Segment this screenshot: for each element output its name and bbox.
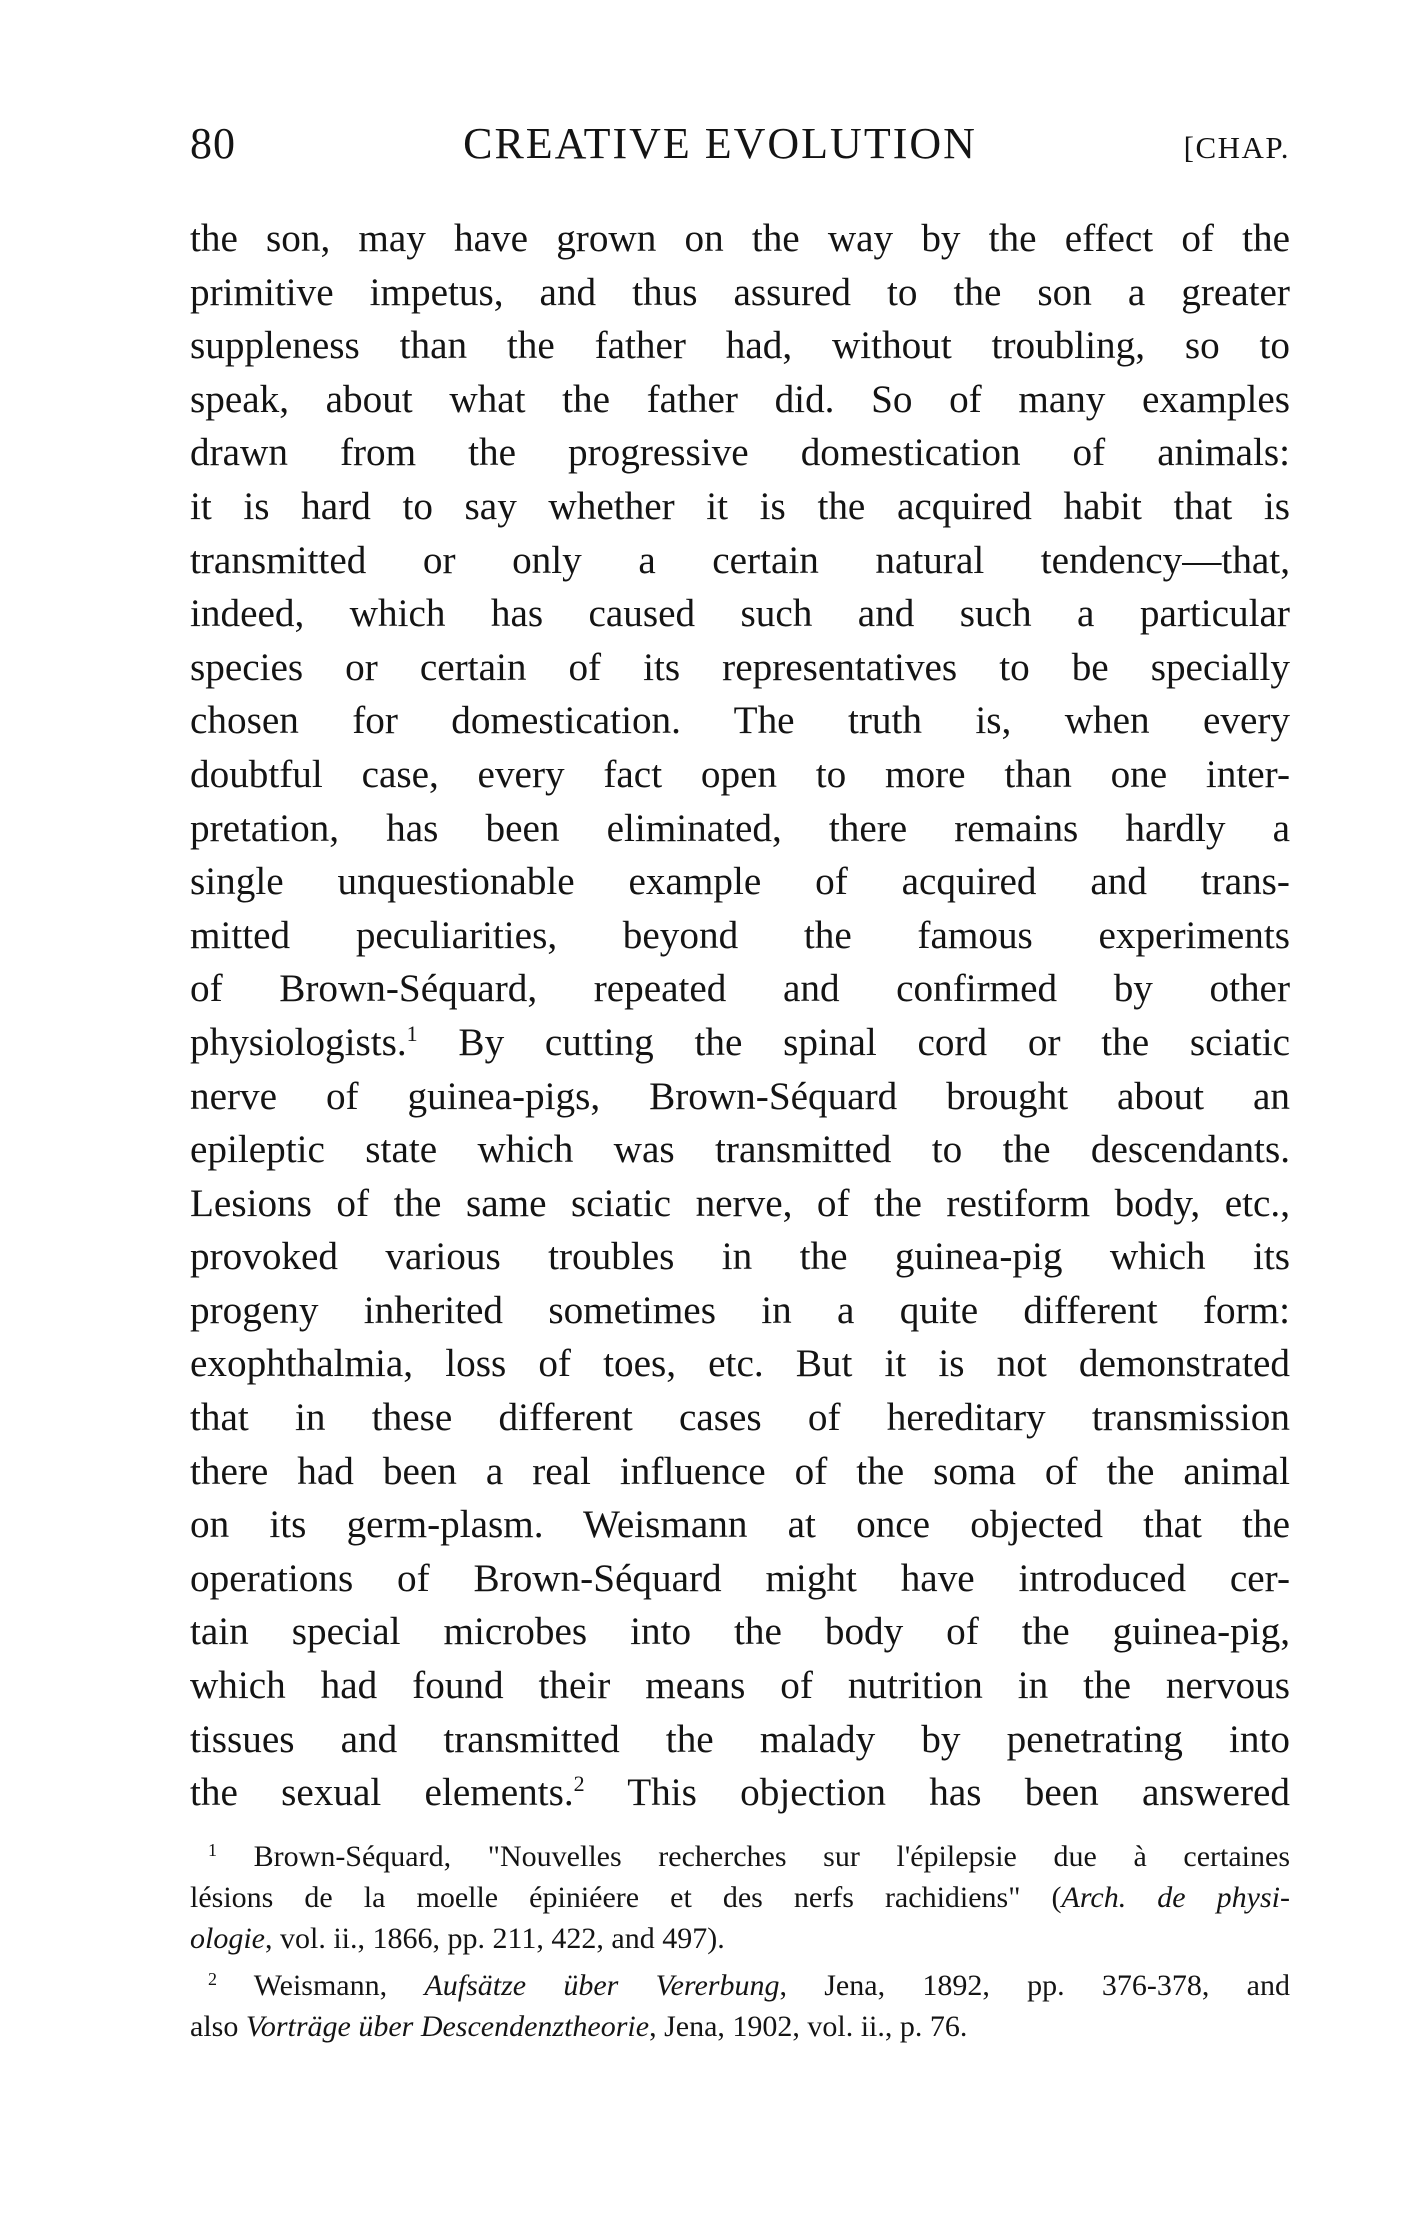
text-line: on its germ-plasm. Weismann at once objected that the — [190, 1503, 1290, 1547]
footnote-1-marker: 1 — [208, 1839, 217, 1860]
text-line: progeny inherited sometimes in a quite different form: — [190, 1288, 1290, 1332]
running-title: CREATIVE EVOLUTION — [463, 119, 977, 168]
text-line: single unquestionable example of acquired and trans- — [190, 860, 1290, 904]
text-line: it is hard to say whether it is the acquired habit that is — [190, 484, 1290, 528]
footnote-ref-2[interactable]: 2 — [573, 1771, 585, 1797]
footnote-citation-italic: ologie — [190, 1921, 265, 1955]
body-text — [190, 212, 1290, 1820]
text-line: of Brown-Séquard, repeated and confirmed by other — [190, 967, 1290, 1011]
footnote-text: , vol. ii., 1866, pp. 211, 422, and 497). — [265, 1921, 725, 1955]
footnote-text: , Jena, 1902, vol. ii., p. 76. — [649, 2009, 968, 2043]
text-line: transmitted or only a certain natural tendency—that, — [190, 538, 1290, 582]
text-line-with-footnote-1 — [190, 1016, 1290, 1070]
footnote-citation-italic: Arch. de physi- — [1061, 1880, 1290, 1914]
footnote-text: , Jena, 1892, pp. 376-378, and — [779, 1968, 1290, 2002]
text-line: provoked various troubles in the guinea-pig which its — [190, 1235, 1290, 1279]
text-line: tissues and transmitted the malady by penetrating into — [190, 1717, 1290, 1761]
footnote-text: Brown-Séquard, "Nouvelles recherches sur l'épilepsie due à certaines — [253, 1839, 1291, 1873]
footnote-2-marker: 2 — [208, 1968, 217, 1989]
text-line: suppleness than the father had, without troubling, so to — [190, 324, 1290, 368]
text-line: drawn from the progressive domestication of animals: — [190, 431, 1290, 475]
text-line: doubtful case, every fact open to more than one inter- — [190, 752, 1290, 796]
book-page — [190, 118, 1290, 2047]
text-line: epileptic state which was transmitted to the descendants. — [190, 1128, 1290, 1172]
footnote-text: lésions de la moelle épiniéere et des nerfs rachidiens" ( — [190, 1880, 1062, 1914]
text-line: pretation, has been eliminated, there remains hardly a — [190, 806, 1290, 850]
running-head — [190, 118, 1290, 178]
text-line: that in these different cases of hereditary transmission — [190, 1396, 1290, 1440]
text-line: exophthalmia, loss of toes, etc. But it is not demonstrated — [190, 1342, 1290, 1386]
text-line: chosen for domestication. The truth is, when every — [190, 699, 1290, 743]
chapter-marker: [CHAP. — [1183, 130, 1290, 165]
footnote-2 — [190, 1965, 1290, 2047]
text-segment: physiologists. — [190, 1020, 407, 1064]
text-line: the son, may have grown on the way by the effect of the — [190, 217, 1290, 260]
text-segment: This objection has been answered — [584, 1771, 1290, 1815]
text-line: there had been a real influence of the soma of the animal — [190, 1449, 1290, 1493]
text-segment: the sexual elements. — [190, 1771, 574, 1815]
page-number: 80 — [190, 119, 236, 168]
footnote-text: Weismann, — [253, 1968, 425, 2002]
footnotes — [190, 1836, 1290, 2047]
text-line: primitive impetus, and thus assured to the son a greater — [190, 270, 1290, 314]
text-line-with-footnote-2 — [190, 1766, 1290, 1820]
text-segment: By cutting the spinal cord or the sciatic — [417, 1020, 1290, 1064]
text-line: tain special microbes into the body of the guinea-pig, — [190, 1610, 1290, 1654]
text-line: mitted peculiarities, beyond the famous experiments — [190, 913, 1290, 957]
footnote-1 — [190, 1836, 1290, 1959]
text-line: speak, about what the father did. So of many examples — [190, 377, 1290, 421]
footnote-ref-1[interactable]: 1 — [406, 1020, 418, 1046]
footnote-citation-italic: Vorträge über Descendenztheorie — [245, 2009, 650, 2043]
text-line: Lesions of the same sciatic nerve, of the restiform body, etc., — [190, 1181, 1290, 1225]
footnote-text: also — [190, 2009, 246, 2043]
text-line: indeed, which has caused such and such a particular — [190, 592, 1290, 636]
text-line: nerve of guinea-pigs, Brown-Séquard brought about an — [190, 1074, 1290, 1118]
text-line: operations of Brown-Séquard might have introduced cer- — [190, 1556, 1290, 1600]
text-line: species or certain of its representatives to be specially — [190, 645, 1290, 689]
footnote-citation-italic: Aufsätze über Vererbung — [424, 1968, 780, 2002]
text-line: which had found their means of nutrition in the nervous — [190, 1664, 1290, 1708]
